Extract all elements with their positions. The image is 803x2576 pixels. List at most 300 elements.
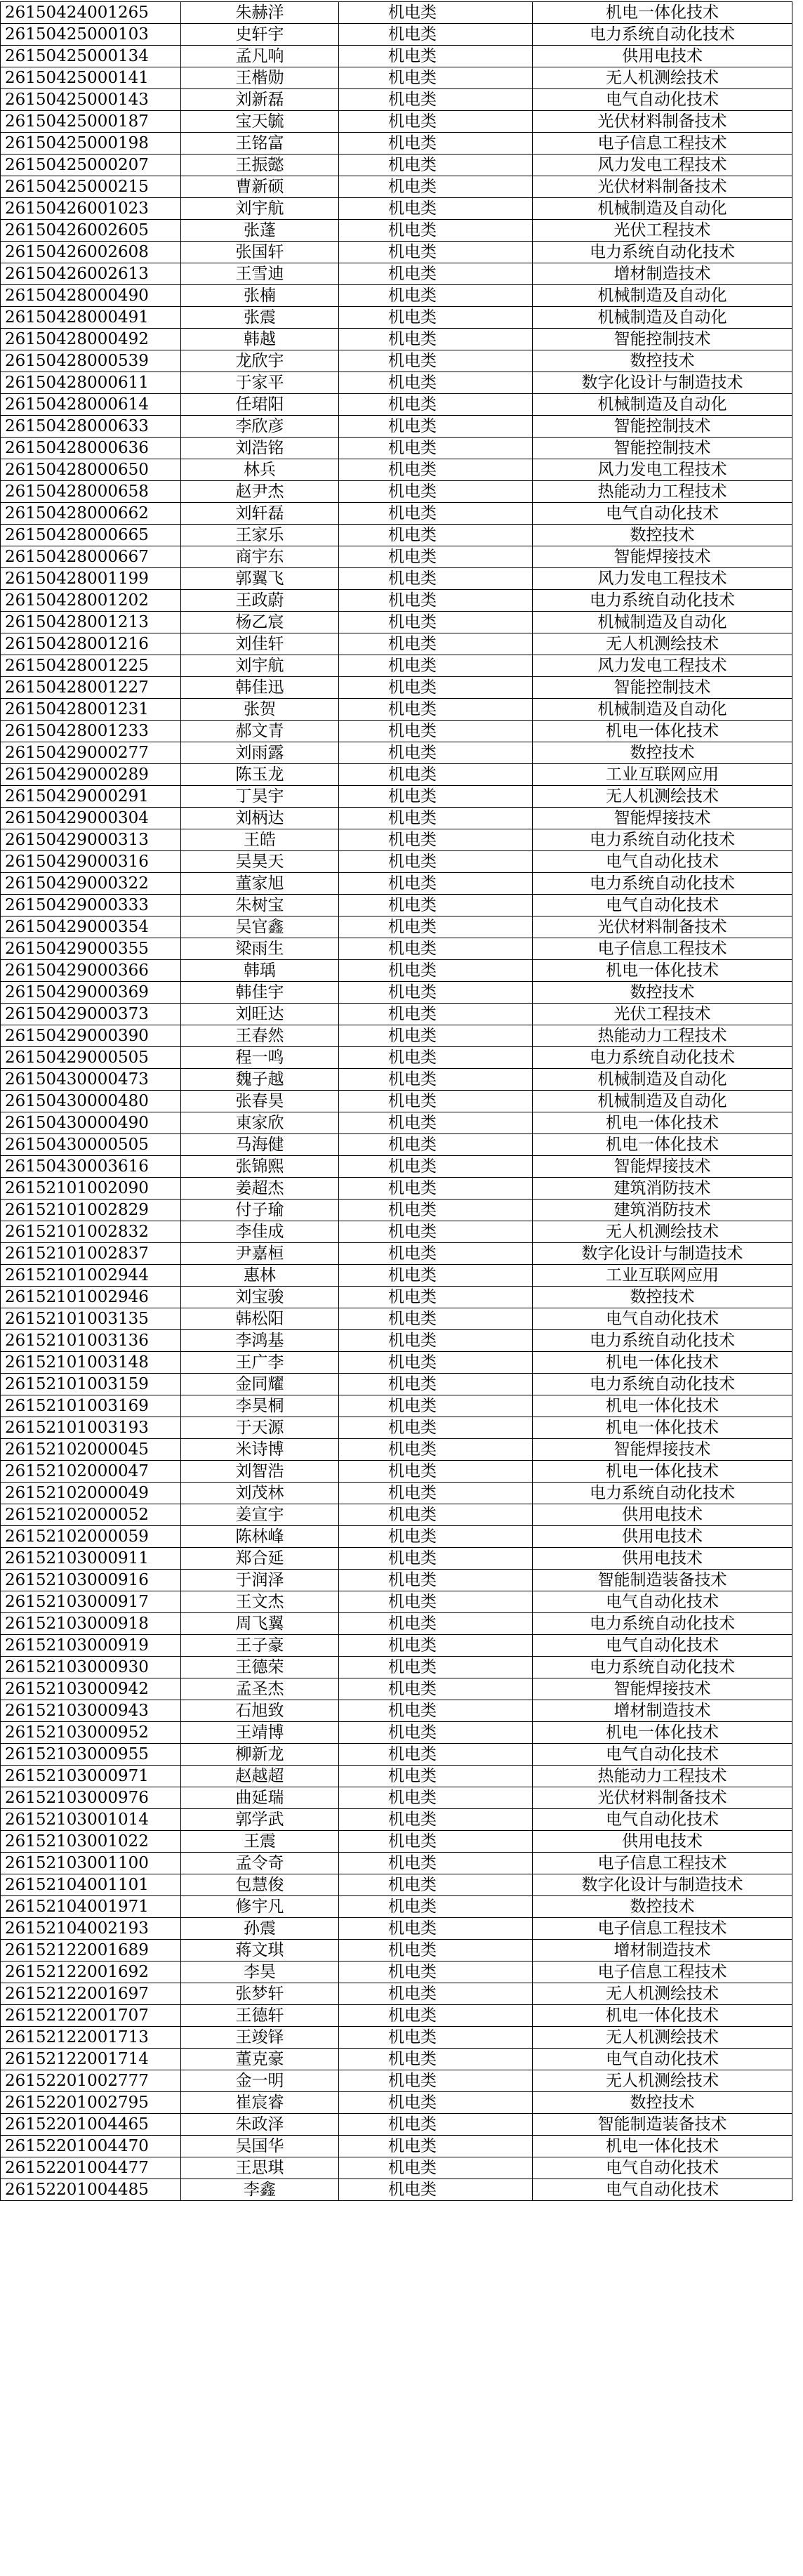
table-row (1, 2114, 792, 2136)
student-id-cell: 26152103000943 (1, 1700, 181, 1722)
table-row (1, 2049, 792, 2070)
table-row (1, 633, 792, 655)
student-name-cell: 韩佳迅 (181, 677, 339, 699)
student-name-cell: 郝文青 (181, 721, 339, 742)
major-cell: 供用电技术 (533, 1504, 792, 1526)
major-cell: 光伏材料制备技术 (533, 916, 792, 938)
student-name-cell: 刘柄达 (181, 808, 339, 829)
student-id-cell: 26150426002608 (1, 242, 181, 263)
category-cell: 机电类 (339, 2049, 533, 2070)
category-cell: 机电类 (339, 1352, 533, 1374)
student-id-cell: 26152102000052 (1, 1504, 181, 1526)
category-cell: 机电类 (339, 329, 533, 350)
category-cell: 机电类 (339, 568, 533, 590)
student-id-cell: 26150428001216 (1, 633, 181, 655)
table-row (1, 655, 792, 677)
major-cell: 电力系统自动化技术 (533, 1374, 792, 1395)
category-cell: 机电类 (339, 220, 533, 242)
major-cell: 无人机测绘技术 (533, 2070, 792, 2092)
table-row (1, 176, 792, 198)
category-cell: 机电类 (339, 938, 533, 960)
category-cell: 机电类 (339, 1025, 533, 1047)
major-cell: 电气自动化技术 (533, 1809, 792, 1831)
category-cell: 机电类 (339, 155, 533, 176)
major-cell: 电气自动化技术 (533, 89, 792, 111)
student-name-cell: 朱政泽 (181, 2114, 339, 2136)
major-cell: 电力系统自动化技术 (533, 1657, 792, 1678)
major-cell: 电力系统自动化技术 (533, 1047, 792, 1069)
table-row (1, 568, 792, 590)
student-name-cell: 李昊桐 (181, 1395, 339, 1417)
student-name-cell: 任珺阳 (181, 394, 339, 416)
table-row (1, 1112, 792, 1134)
category-cell: 机电类 (339, 67, 533, 89)
table-row (1, 1766, 792, 1787)
major-cell: 无人机测绘技术 (533, 2027, 792, 2049)
major-cell: 数控技术 (533, 2092, 792, 2114)
student-id-cell: 26152101002946 (1, 1287, 181, 1308)
major-cell: 数控技术 (533, 1896, 792, 1918)
table-row (1, 198, 792, 220)
student-id-cell: 26150428001233 (1, 721, 181, 742)
major-cell: 工业互联网应用 (533, 1265, 792, 1287)
category-cell: 机电类 (339, 1287, 533, 1308)
major-cell: 机械制造及自动化 (533, 198, 792, 220)
major-cell: 机电一体化技术 (533, 1722, 792, 1744)
student-name-cell: 丁昊宇 (181, 786, 339, 808)
student-id-cell: 26150429000304 (1, 808, 181, 829)
student-id-cell: 26152101003136 (1, 1330, 181, 1352)
table-row (1, 1091, 792, 1112)
major-cell: 电子信息工程技术 (533, 938, 792, 960)
category-cell: 机电类 (339, 438, 533, 459)
category-cell: 机电类 (339, 1700, 533, 1722)
student-name-cell: 陈林峰 (181, 1526, 339, 1548)
student-name-cell: 王皓 (181, 829, 339, 851)
major-cell: 机电一体化技术 (533, 1461, 792, 1483)
major-cell: 数字化设计与制造技术 (533, 1243, 792, 1265)
student-name-cell: 王靖博 (181, 1722, 339, 1744)
major-cell: 光伏材料制备技术 (533, 111, 792, 133)
student-name-cell: 朱树宝 (181, 895, 339, 916)
table-row (1, 1570, 792, 1591)
category-cell: 机电类 (339, 416, 533, 438)
table-row (1, 1613, 792, 1635)
category-cell: 机电类 (339, 1439, 533, 1461)
major-cell: 数字化设计与制造技术 (533, 372, 792, 394)
table-row (1, 155, 792, 176)
major-cell: 供用电技术 (533, 46, 792, 67)
student-id-cell: 26152101003169 (1, 1395, 181, 1417)
major-cell: 机电一体化技术 (533, 1112, 792, 1134)
table-row (1, 851, 792, 873)
category-cell: 机电类 (339, 1417, 533, 1439)
major-cell: 风力发电工程技术 (533, 459, 792, 481)
category-cell: 机电类 (339, 1570, 533, 1591)
student-name-cell: 刘雨露 (181, 742, 339, 764)
table-row (1, 829, 792, 851)
student-id-cell: 26150428001227 (1, 677, 181, 699)
major-cell: 光伏工程技术 (533, 1004, 792, 1025)
student-id-cell: 26150428000662 (1, 503, 181, 525)
student-name-cell: 刘宝骏 (181, 1287, 339, 1308)
student-id-cell: 26152103000918 (1, 1613, 181, 1635)
major-cell: 电气自动化技术 (533, 1635, 792, 1657)
major-cell: 智能制造装备技术 (533, 1570, 792, 1591)
category-cell: 机电类 (339, 350, 533, 372)
major-cell: 电力系统自动化技术 (533, 1613, 792, 1635)
category-cell: 机电类 (339, 1983, 533, 2005)
table-row (1, 2136, 792, 2157)
student-id-cell: 26152101003148 (1, 1352, 181, 1374)
student-id-cell: 26152101002944 (1, 1265, 181, 1287)
student-id-cell: 26150429000291 (1, 786, 181, 808)
category-cell: 机电类 (339, 960, 533, 982)
student-name-cell: 宝天毓 (181, 111, 339, 133)
student-id-cell: 26150429000322 (1, 873, 181, 895)
student-id-cell: 26152122001692 (1, 1961, 181, 1983)
table-row (1, 1918, 792, 1940)
table-row (1, 742, 792, 764)
student-id-cell: 26150429000289 (1, 764, 181, 786)
student-name-cell: 刘宇航 (181, 198, 339, 220)
category-cell: 机电类 (339, 111, 533, 133)
table-row (1, 960, 792, 982)
table-row (1, 916, 792, 938)
student-id-cell: 26152103000917 (1, 1591, 181, 1613)
student-id-cell: 26150425000207 (1, 155, 181, 176)
student-id-cell: 26152122001697 (1, 1983, 181, 2005)
table-row (1, 329, 792, 350)
student-name-cell: 孟令奇 (181, 1853, 339, 1874)
table-row (1, 1200, 792, 1221)
table-row (1, 590, 792, 612)
major-cell: 风力发电工程技术 (533, 568, 792, 590)
student-name-cell: 包慧俊 (181, 1874, 339, 1896)
major-cell: 电气自动化技术 (533, 2179, 792, 2201)
category-cell: 机电类 (339, 1483, 533, 1504)
student-name-cell: 杨乙宸 (181, 612, 339, 633)
major-cell: 无人机测绘技术 (533, 1983, 792, 2005)
category-cell: 机电类 (339, 1134, 533, 1156)
student-name-cell: 梁雨生 (181, 938, 339, 960)
major-cell: 智能制造装备技术 (533, 2114, 792, 2136)
student-name-cell: 王广李 (181, 1352, 339, 1374)
major-cell: 数控技术 (533, 982, 792, 1004)
category-cell: 机电类 (339, 1112, 533, 1134)
table-row (1, 1591, 792, 1613)
category-cell: 机电类 (339, 1156, 533, 1178)
student-name-cell: 刘旺达 (181, 1004, 339, 1025)
category-cell: 机电类 (339, 742, 533, 764)
major-cell: 机械制造及自动化 (533, 1069, 792, 1091)
student-name-cell: 董克豪 (181, 2049, 339, 2070)
student-id-cell: 26150429000355 (1, 938, 181, 960)
category-cell: 机电类 (339, 1657, 533, 1678)
category-cell: 机电类 (339, 1787, 533, 1809)
student-name-cell: 刘新磊 (181, 89, 339, 111)
table-row (1, 1439, 792, 1461)
student-name-cell: 刘茂林 (181, 1483, 339, 1504)
table-row (1, 786, 792, 808)
student-name-cell: 张国轩 (181, 242, 339, 263)
category-cell: 机电类 (339, 1613, 533, 1635)
student-id-cell: 26150426002605 (1, 220, 181, 242)
admission-list-body (1, 2, 792, 2201)
student-name-cell: 刘轩磊 (181, 503, 339, 525)
major-cell: 智能控制技术 (533, 438, 792, 459)
student-name-cell: 姜宣宇 (181, 1504, 339, 1526)
category-cell: 机电类 (339, 633, 533, 655)
table-row (1, 1134, 792, 1156)
student-id-cell: 26152201004470 (1, 2136, 181, 2157)
student-name-cell: 王震 (181, 1831, 339, 1853)
major-cell: 智能焊接技术 (533, 808, 792, 829)
student-name-cell: 王楷勋 (181, 67, 339, 89)
table-row (1, 1722, 792, 1744)
major-cell: 无人机测绘技术 (533, 633, 792, 655)
table-row (1, 111, 792, 133)
student-name-cell: 刘佳轩 (181, 633, 339, 655)
student-name-cell: 王德轩 (181, 2005, 339, 2027)
student-id-cell: 26152104001101 (1, 1874, 181, 1896)
major-cell: 电气自动化技术 (533, 2157, 792, 2179)
category-cell: 机电类 (339, 1374, 533, 1395)
category-cell: 机电类 (339, 459, 533, 481)
table-row (1, 1700, 792, 1722)
student-name-cell: 李佳成 (181, 1221, 339, 1243)
student-name-cell: 惠林 (181, 1265, 339, 1287)
student-name-cell: 韩松阳 (181, 1308, 339, 1330)
student-id-cell: 26152201002795 (1, 2092, 181, 2114)
table-row (1, 2179, 792, 2201)
student-name-cell: 孟圣杰 (181, 1678, 339, 1700)
table-row (1, 2005, 792, 2027)
table-row (1, 350, 792, 372)
major-cell: 电子信息工程技术 (533, 1853, 792, 1874)
student-name-cell: 商宇东 (181, 546, 339, 568)
table-row (1, 503, 792, 525)
student-id-cell: 26150426002613 (1, 263, 181, 285)
student-name-cell: 王家乐 (181, 525, 339, 546)
student-name-cell: 李鑫 (181, 2179, 339, 2201)
student-name-cell: 张楠 (181, 285, 339, 307)
table-row (1, 982, 792, 1004)
student-id-cell: 26150428000636 (1, 438, 181, 459)
student-name-cell: 刘宇航 (181, 655, 339, 677)
table-row (1, 1940, 792, 1961)
major-cell: 机械制造及自动化 (533, 394, 792, 416)
table-row (1, 2027, 792, 2049)
category-cell: 机电类 (339, 198, 533, 220)
student-id-cell: 26150428000492 (1, 329, 181, 350)
student-id-cell: 26152103000919 (1, 1635, 181, 1657)
category-cell: 机电类 (339, 481, 533, 503)
major-cell: 电子信息工程技术 (533, 1918, 792, 1940)
table-row (1, 1983, 792, 2005)
student-id-cell: 26150428000633 (1, 416, 181, 438)
student-id-cell: 26150425000143 (1, 89, 181, 111)
major-cell: 热能动力工程技术 (533, 1025, 792, 1047)
category-cell: 机电类 (339, 1548, 533, 1570)
category-cell: 机电类 (339, 699, 533, 721)
table-row (1, 1047, 792, 1069)
table-row (1, 46, 792, 67)
student-id-cell: 26152103000952 (1, 1722, 181, 1744)
student-id-cell: 26150425000141 (1, 67, 181, 89)
category-cell: 机电类 (339, 133, 533, 155)
student-id-cell: 26150428000490 (1, 285, 181, 307)
student-name-cell: 张蓬 (181, 220, 339, 242)
student-name-cell: 王政蔚 (181, 590, 339, 612)
student-id-cell: 26150428001199 (1, 568, 181, 590)
major-cell: 电力系统自动化技术 (533, 1483, 792, 1504)
table-row (1, 307, 792, 329)
student-id-cell: 26150428001213 (1, 612, 181, 633)
category-cell: 机电类 (339, 1504, 533, 1526)
table-row (1, 1243, 792, 1265)
category-cell: 机电类 (339, 1744, 533, 1766)
table-row (1, 1483, 792, 1504)
category-cell: 机电类 (339, 1178, 533, 1200)
student-name-cell: 東家欣 (181, 1112, 339, 1134)
student-name-cell: 张贺 (181, 699, 339, 721)
table-row (1, 2, 792, 24)
student-name-cell: 曲延瑞 (181, 1787, 339, 1809)
student-name-cell: 王铭富 (181, 133, 339, 155)
student-name-cell: 李鸿基 (181, 1330, 339, 1352)
category-cell: 机电类 (339, 46, 533, 67)
student-id-cell: 26152101002829 (1, 1200, 181, 1221)
category-cell: 机电类 (339, 242, 533, 263)
table-row (1, 67, 792, 89)
table-row (1, 481, 792, 503)
table-row (1, 1961, 792, 1983)
student-name-cell: 金同耀 (181, 1374, 339, 1395)
student-name-cell: 王振懿 (181, 155, 339, 176)
student-name-cell: 姜超杰 (181, 1178, 339, 1200)
major-cell: 供用电技术 (533, 1526, 792, 1548)
table-row (1, 1417, 792, 1439)
student-name-cell: 于润泽 (181, 1570, 339, 1591)
student-name-cell: 蒋文琪 (181, 1940, 339, 1961)
major-cell: 光伏材料制备技术 (533, 176, 792, 198)
major-cell: 热能动力工程技术 (533, 1766, 792, 1787)
student-name-cell: 曹新硕 (181, 176, 339, 198)
student-name-cell: 吴官鑫 (181, 916, 339, 938)
table-row (1, 1809, 792, 1831)
student-id-cell: 26152103000955 (1, 1744, 181, 1766)
student-id-cell: 26150429000277 (1, 742, 181, 764)
major-cell: 机械制造及自动化 (533, 285, 792, 307)
category-cell: 机电类 (339, 895, 533, 916)
major-cell: 电气自动化技术 (533, 851, 792, 873)
student-name-cell: 于天源 (181, 1417, 339, 1439)
major-cell: 数控技术 (533, 525, 792, 546)
major-cell: 智能焊接技术 (533, 1156, 792, 1178)
category-cell: 机电类 (339, 829, 533, 851)
table-row (1, 24, 792, 46)
table-row (1, 1069, 792, 1091)
major-cell: 电气自动化技术 (533, 1744, 792, 1766)
student-id-cell: 26152101003159 (1, 1374, 181, 1395)
major-cell: 增材制造技术 (533, 263, 792, 285)
category-cell: 机电类 (339, 1243, 533, 1265)
major-cell: 智能焊接技术 (533, 546, 792, 568)
student-id-cell: 26152122001713 (1, 2027, 181, 2049)
student-id-cell: 26150430000473 (1, 1069, 181, 1091)
category-cell: 机电类 (339, 1265, 533, 1287)
student-id-cell: 26152201004465 (1, 2114, 181, 2136)
table-row (1, 1787, 792, 1809)
category-cell: 机电类 (339, 2070, 533, 2092)
table-row (1, 2092, 792, 2114)
major-cell: 光伏材料制备技术 (533, 1787, 792, 1809)
category-cell: 机电类 (339, 2027, 533, 2049)
category-cell: 机电类 (339, 1200, 533, 1221)
student-name-cell: 修宇凡 (181, 1896, 339, 1918)
student-name-cell: 王德荣 (181, 1657, 339, 1678)
student-id-cell: 26150429000313 (1, 829, 181, 851)
category-cell: 机电类 (339, 982, 533, 1004)
student-name-cell: 马海健 (181, 1134, 339, 1156)
category-cell: 机电类 (339, 2005, 533, 2027)
student-name-cell: 刘浩铭 (181, 438, 339, 459)
major-cell: 智能焊接技术 (533, 1439, 792, 1461)
student-id-cell: 26152122001707 (1, 2005, 181, 2027)
student-name-cell: 金一明 (181, 2070, 339, 2092)
student-id-cell: 26152103000976 (1, 1787, 181, 1809)
category-cell: 机电类 (339, 1831, 533, 1853)
table-row (1, 263, 792, 285)
major-cell: 无人机测绘技术 (533, 1221, 792, 1243)
major-cell: 增材制造技术 (533, 1700, 792, 1722)
student-id-cell: 26150430003616 (1, 1156, 181, 1178)
category-cell: 机电类 (339, 1853, 533, 1874)
student-id-cell: 26152122001689 (1, 1940, 181, 1961)
student-name-cell: 柳新龙 (181, 1744, 339, 1766)
student-name-cell: 林兵 (181, 459, 339, 481)
category-cell: 机电类 (339, 1461, 533, 1483)
major-cell: 建筑消防技术 (533, 1200, 792, 1221)
category-cell: 机电类 (339, 176, 533, 198)
major-cell: 供用电技术 (533, 1831, 792, 1853)
student-id-cell: 26150425000198 (1, 133, 181, 155)
student-id-cell: 26152103000916 (1, 1570, 181, 1591)
student-name-cell: 朱赫洋 (181, 2, 339, 24)
major-cell: 智能控制技术 (533, 416, 792, 438)
student-id-cell: 26152201004477 (1, 2157, 181, 2179)
category-cell: 机电类 (339, 1047, 533, 1069)
category-cell: 机电类 (339, 372, 533, 394)
table-row (1, 699, 792, 721)
table-row (1, 242, 792, 263)
table-row (1, 1853, 792, 1874)
student-name-cell: 魏子越 (181, 1069, 339, 1091)
table-row (1, 873, 792, 895)
major-cell: 风力发电工程技术 (533, 655, 792, 677)
student-name-cell: 张春昊 (181, 1091, 339, 1112)
student-name-cell: 吴国华 (181, 2136, 339, 2157)
table-row (1, 546, 792, 568)
student-name-cell: 王春然 (181, 1025, 339, 1047)
major-cell: 风力发电工程技术 (533, 155, 792, 176)
student-id-cell: 26150428000658 (1, 481, 181, 503)
table-row (1, 895, 792, 916)
major-cell: 电力系统自动化技术 (533, 1330, 792, 1352)
student-id-cell: 26152103001022 (1, 1831, 181, 1853)
category-cell: 机电类 (339, 612, 533, 633)
